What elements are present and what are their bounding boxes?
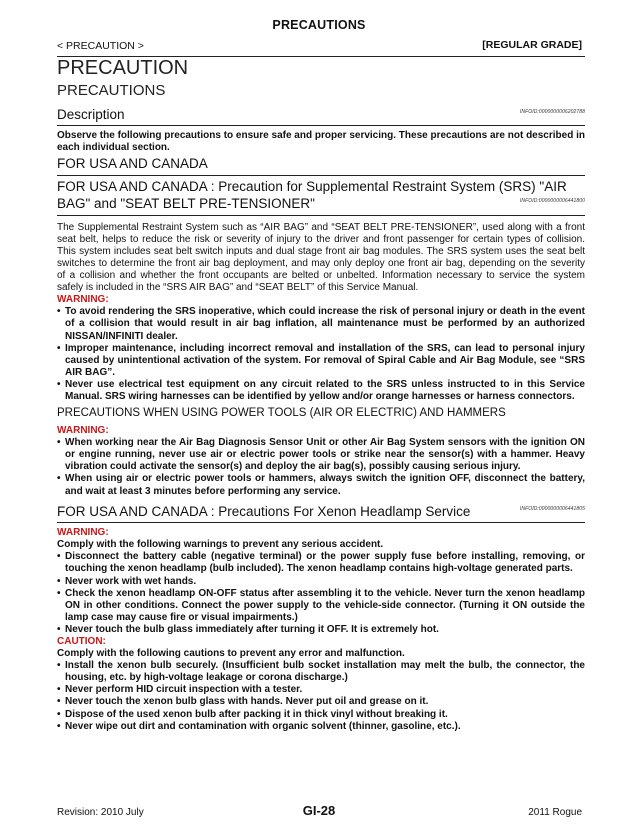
divider bbox=[57, 125, 585, 126]
srs-paragraph: The Supplemental Restraint System such as “AIR BAG” and “SEAT BELT PRE-TENSIONER”, used along with a front seat belt, helps to reduce the risk or severity of injury to the driver and front passenger for certain types of collision. This system includes seat belt switch inputs and dual stage front air bag modules. The SRS system uses the seat belt switches to determine the front air bag deployment, and may only deploy one front air bag, depending on the severity of a collision and whether the front occupants are belted or unbelted. Information necessary to service the system safely is included in the “SRS AIR BAG” and “SEAT BELT” of this Service Manual. bbox=[57, 221, 585, 294]
list-item: • When working near the Air Bag Diagnosis Sensor Unit or other Air Bag System sensors with the ignition ON or engine running, never use air or electric power tools or strike near the sensor(s) with a hammer. Heavy vibration could activate the sensor(s) and deploy the air bag(s), possibly causing serious injury. bbox=[57, 437, 585, 473]
power-tools-heading: PRECAUTIONS WHEN USING POWER TOOLS (AIR OR ELECTRIC) AND HAMMERS bbox=[57, 407, 506, 420]
grade-label: [REGULAR GRADE] bbox=[482, 39, 582, 51]
info-id: INFOID:0000000006202788 bbox=[519, 109, 585, 115]
list-item: • Disconnect the battery cable (negative terminal) or the power supply fuse before installing, removing, or touching the xenon headlamp (bulb included). The xenon headlamp contains high-voltage generated parts. bbox=[57, 551, 585, 575]
power-tools-warning-list bbox=[57, 437, 585, 497]
footer-revision: Revision: 2010 July bbox=[57, 807, 144, 818]
caution-label: CAUTION: bbox=[57, 636, 106, 647]
usa-heading: FOR USA AND CANADA bbox=[57, 156, 208, 172]
xenon-caution-intro: Comply with the following cautions to prevent any error and malfunction. bbox=[57, 648, 405, 660]
description-text: Observe the following precautions to ensure safe and proper servicing. These precautions are not described in each individual section. bbox=[57, 130, 585, 154]
srs-warning-list bbox=[57, 306, 585, 403]
list-item: • To avoid rendering the SRS inoperative, which could increase the risk of personal injury or death in the event of a collision that would result in air bag inflation, all maintenance must be performed by an authorized NISSAN/INFINITI dealer. bbox=[57, 306, 585, 342]
divider bbox=[57, 175, 585, 176]
xenon-heading-row bbox=[57, 503, 585, 521]
subsection-title: PRECAUTIONS bbox=[57, 82, 166, 99]
info-id: INFOID:0000000006441800 bbox=[519, 198, 585, 205]
xenon-warning-list bbox=[57, 551, 585, 636]
page-content bbox=[57, 57, 585, 733]
divider bbox=[57, 522, 585, 523]
description-heading: Description bbox=[57, 107, 125, 122]
srs-heading-line2-row bbox=[57, 195, 585, 213]
page-header-title: PRECAUTIONS bbox=[272, 18, 366, 32]
srs-heading bbox=[57, 178, 585, 213]
list-item: • Never work with wet hands. bbox=[57, 576, 585, 588]
xenon-caution-list bbox=[57, 660, 585, 733]
list-item: • Check the xenon headlamp ON-OFF status after assembling it to the vehicle. Never turn the xenon headlamp ON in other conditions. Connect the power supply to the vehicle-side connector. (Turning it ON outside the lamp case may cause fire or visual impairments.) bbox=[57, 588, 585, 624]
list-item: • Never touch the xenon bulb glass with hands. Never put oil and grease on it. bbox=[57, 696, 585, 708]
section-title: PRECAUTION bbox=[57, 57, 189, 79]
footer-page-number: GI-28 bbox=[302, 803, 336, 818]
list-item: • Never touch the bulb glass immediately after turning it OFF. It is extremely hot. bbox=[57, 624, 585, 636]
srs-heading-line2: BAG" and "SEAT BELT PRE-TENSIONER" bbox=[57, 196, 315, 212]
footer-model: 2011 Rogue bbox=[528, 807, 582, 818]
description-heading-row bbox=[57, 106, 585, 123]
xenon-heading: FOR USA AND CANADA : Precautions For Xenon Headlamp Service bbox=[57, 503, 471, 519]
divider bbox=[57, 215, 585, 216]
list-item: • Never use electrical test equipment on any circuit related to the SRS unless instructed to in this Service Manual. SRS wiring harnesses can be identified by yellow and/or orange harnesses or harness connectors. bbox=[57, 379, 585, 403]
list-item: • Install the xenon bulb securely. (Insufficient bulb socket installation may melt the bulb, the connector, the housing, etc. by high-voltage leakage or corona discharge.) bbox=[57, 660, 585, 684]
list-item: • Never perform HID circuit inspection with a tester. bbox=[57, 684, 585, 696]
list-item: • When using air or electric power tools or hammers, always switch the ignition OFF, disconnect the battery, and wait at least 3 minutes before performing any service. bbox=[57, 473, 585, 497]
warning-label: WARNING: bbox=[57, 527, 109, 539]
list-item: • Improper maintenance, including incorrect removal and installation of the SRS, can lead to personal injury caused by unintentional activation of the system. For removal of Spiral Cable and Air Bag Module, see “SRS AIR BAG”. bbox=[57, 343, 585, 379]
warning-label: WARNING: bbox=[57, 294, 109, 306]
xenon-warning-intro: Comply with the following warnings to prevent any serious accident. bbox=[57, 539, 384, 551]
srs-heading-line1: FOR USA AND CANADA : Precaution for Supplemental Restraint System (SRS) "AIR bbox=[57, 178, 567, 194]
info-id: INFOID:0000000006441805 bbox=[519, 505, 585, 512]
breadcrumb: < PRECAUTION > bbox=[57, 40, 144, 52]
list-item: • Dispose of the used xenon bulb after packing it in thick vinyl without breaking it. bbox=[57, 709, 585, 721]
warning-label: WARNING: bbox=[57, 425, 109, 437]
list-item: • Never wipe out dirt and contamination with organic solvent (thinner, gasoline, etc.). bbox=[57, 721, 585, 733]
